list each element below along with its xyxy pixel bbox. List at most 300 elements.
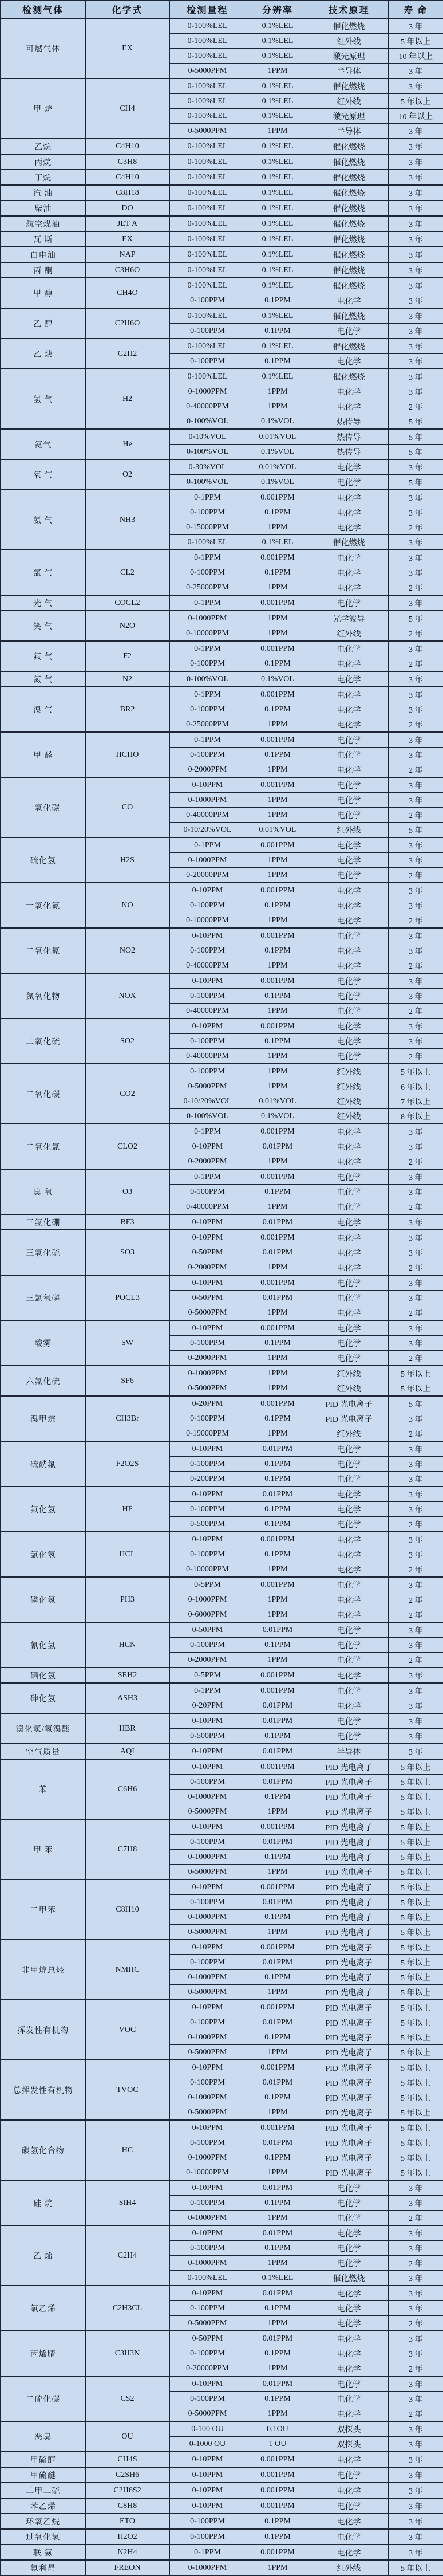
principle-cell: 电化学: [310, 2514, 388, 2529]
lifespan-cell: 2 年: [388, 808, 443, 823]
resolution-cell: 0.1%LEL: [246, 231, 310, 247]
resolution-cell: 0.1PPM: [246, 2150, 310, 2165]
lifespan-cell: 5 年: [388, 611, 443, 626]
lifespan-cell: 3 年: [388, 989, 443, 1004]
range-cell: 0-100%LEL: [169, 185, 246, 200]
resolution-cell: 0.001PPM: [246, 732, 310, 748]
principle-cell: 催化燃烧: [310, 216, 388, 231]
resolution-cell: 0.001PPM: [246, 1683, 310, 1698]
resolution-cell: 1PPM: [246, 1260, 310, 1276]
principle-cell: 催化燃烧: [310, 369, 388, 384]
range-cell: 0-1PPM: [169, 641, 246, 656]
resolution-cell: 1PPM: [246, 913, 310, 929]
lifespan-cell: 3 年: [388, 308, 443, 324]
lifespan-cell: 3 年: [388, 354, 443, 369]
principle-cell: 电化学: [310, 1351, 388, 1366]
resolution-cell: 0.1%VOL: [246, 445, 310, 460]
gas-name-cell: 硅 烷: [1, 2180, 85, 2225]
table-row: [1, 308, 443, 324]
table-row: [1, 339, 443, 354]
lifespan-cell: 6 年以上: [388, 1079, 443, 1094]
principle-cell: PID 光电离子: [310, 1879, 388, 1895]
range-cell: 0-1000PPM: [169, 2211, 246, 2226]
range-cell: 0-100PPM: [169, 2346, 246, 2361]
resolution-cell: 1PPM: [246, 1607, 310, 1623]
lifespan-cell: 2 年: [388, 1260, 443, 1276]
resolution-cell: 0.1PPM: [246, 1034, 310, 1049]
principle-cell: PID 光电离子: [310, 1835, 388, 1850]
resolution-cell: 1PPM: [246, 1925, 310, 1940]
table-row: [1, 1683, 443, 1698]
lifespan-cell: 2 年: [388, 2406, 443, 2422]
lifespan-cell: 3 年: [388, 2225, 443, 2241]
principle-cell: 电化学: [310, 1336, 388, 1351]
resolution-cell: 0.01PPM: [246, 1245, 310, 1260]
resolution-cell: 0.01PPM: [246, 2225, 310, 2241]
lifespan-cell: 3 年: [388, 2529, 443, 2544]
lifespan-cell: 5 年: [388, 429, 443, 445]
resolution-cell: 0.001PPM: [246, 928, 310, 943]
resolution-cell: 0.1%LEL: [246, 34, 310, 49]
range-cell: 0-10PPM: [169, 928, 246, 943]
formula-cell: C6H6: [85, 1759, 169, 1819]
table-row: [1, 1622, 443, 1638]
formula-cell: NMHC: [85, 1940, 169, 2000]
resolution-cell: 0.01%VOL: [246, 429, 310, 445]
range-cell: 0-1000PPM: [169, 1850, 246, 1865]
table-row: [1, 1940, 443, 1955]
lifespan-cell: 2 年: [388, 1305, 443, 1321]
resolution-cell: 1PPM: [246, 808, 310, 823]
table-row: [1, 2225, 443, 2241]
resolution-cell: 1PPM: [246, 611, 310, 626]
principle-cell: PID 光电离子: [310, 1910, 388, 1925]
principle-cell: 催化燃烧: [310, 231, 388, 247]
table-row: [1, 170, 443, 185]
gas-name-cell: 一氧化碳: [1, 777, 85, 837]
range-cell: 0-50PPM: [169, 1291, 246, 1305]
range-cell: 0-100%LEL: [169, 308, 246, 324]
resolution-cell: 0.001PPM: [246, 1230, 310, 1245]
gas-name-cell: 乙 炔: [1, 339, 85, 369]
gas-name-cell: 甲硫醇: [1, 2452, 85, 2467]
resolution-cell: 0.001PPM: [246, 1532, 310, 1547]
resolution-cell: 1PPM: [246, 399, 310, 414]
resolution-cell: 0.1PPM: [246, 1790, 310, 1804]
lifespan-cell: 3 年: [388, 154, 443, 170]
lifespan-cell: 5 年以上: [388, 1790, 443, 1804]
resolution-cell: 0.01PPM: [246, 1486, 310, 1502]
principle-cell: 电化学: [310, 717, 388, 733]
resolution-cell: 0.1PPM: [246, 2196, 310, 2211]
range-cell: 0-25000PPM: [169, 717, 246, 733]
principle-cell: PID 光电离子: [310, 1804, 388, 1820]
range-cell: 0-1000PPM: [169, 2090, 246, 2105]
gas-name-cell: 丁烷: [1, 170, 85, 185]
resolution-cell: 0.001PPM: [246, 1577, 310, 1592]
resolution-cell: 0.01PPM: [246, 2331, 310, 2346]
table-row: [1, 928, 443, 943]
lifespan-cell: 5 年: [388, 1396, 443, 1411]
lifespan-cell: 3 年: [388, 853, 443, 868]
gas-name-cell: 丙 酮: [1, 262, 85, 278]
gas-name-cell: 光 气: [1, 595, 85, 611]
principle-cell: 电化学: [310, 2483, 388, 2498]
principle-cell: 电化学: [310, 354, 388, 369]
formula-cell: ASH3: [85, 1683, 169, 1713]
range-cell: 0-100%LEL: [169, 49, 246, 64]
principle-cell: 催化燃烧: [310, 339, 388, 354]
resolution-cell: 0.1PPM: [246, 1970, 310, 1985]
principle-cell: 电化学: [310, 2180, 388, 2196]
formula-cell: O3: [85, 1169, 169, 1214]
resolution-cell: 0.001PPM: [246, 1320, 310, 1336]
principle-cell: 电化学: [310, 777, 388, 793]
principle-cell: PID 光电离子: [310, 2135, 388, 2150]
principle-cell: 电化学: [310, 1653, 388, 1668]
range-cell: 0-100%LEL: [169, 2271, 246, 2286]
lifespan-cell: 3 年: [388, 2392, 443, 2406]
range-cell: 0-100%LEL: [169, 78, 246, 94]
gas-name-cell: 二甲苯: [1, 1879, 85, 1940]
gas-name-cell: 甲 烷: [1, 78, 85, 139]
range-cell: 0-10PPM: [169, 2452, 246, 2467]
header-resolution: 分辨率: [246, 1, 310, 18]
range-cell: 0-1PPM: [169, 595, 246, 611]
lifespan-cell: 3 年: [388, 2421, 443, 2437]
formula-cell: HBR: [85, 1713, 169, 1744]
range-cell: 0-100PPM: [169, 1547, 246, 1562]
principle-cell: 热传导: [310, 429, 388, 445]
principle-cell: 红外线: [310, 34, 388, 49]
lifespan-cell: 7 年以上: [388, 1094, 443, 1109]
formula-cell: AQI: [85, 1744, 169, 1759]
range-cell: 0-100%VOL: [169, 1109, 246, 1124]
gas-name-cell: 二甲二硫: [1, 2483, 85, 2498]
range-cell: 0-10PPM: [169, 1759, 246, 1775]
range-cell: 0-100PPM: [169, 702, 246, 717]
formula-cell: HF: [85, 1486, 169, 1532]
principle-cell: 电化学: [310, 1320, 388, 1336]
range-cell: 0-5000PPM: [169, 1865, 246, 1880]
range-cell: 0-40000PPM: [169, 808, 246, 823]
formula-cell: CH3Br: [85, 1396, 169, 1441]
resolution-cell: 0.001PPM: [246, 2498, 310, 2514]
resolution-cell: 0.1%LEL: [246, 278, 310, 293]
resolution-cell: 1PPM: [246, 2045, 310, 2060]
lifespan-cell: 5 年以上: [388, 2150, 443, 2165]
resolution-cell: 0.1%LEL: [246, 308, 310, 324]
resolution-cell: 0.01PPM: [246, 1775, 310, 1790]
range-cell: 0-100%LEL: [169, 170, 246, 185]
principle-cell: 电化学: [310, 1472, 388, 1487]
range-cell: 0-5PPM: [169, 1577, 246, 1592]
principle-cell: PID 光电离子: [310, 2015, 388, 2030]
formula-cell: HCHO: [85, 732, 169, 777]
range-cell: 0-5000PPM: [169, 2105, 246, 2121]
principle-cell: 红外线: [310, 1381, 388, 1397]
resolution-cell: 0.001PPM: [246, 883, 310, 898]
gas-name-cell: 甲 醛: [1, 732, 85, 777]
range-cell: 0-5000PPM: [169, 1985, 246, 2000]
formula-cell: O2: [85, 459, 169, 490]
resolution-cell: 0.1PPM: [246, 1411, 310, 1426]
range-cell: 0-100PPM: [169, 293, 246, 309]
range-cell: 0-100%VOL: [169, 414, 246, 430]
lifespan-cell: 5 年: [388, 414, 443, 430]
principle-cell: 电化学: [310, 1139, 388, 1154]
gas-table-body: [1, 18, 443, 2575]
formula-cell: H2S: [85, 837, 169, 883]
principle-cell: 电化学: [310, 2467, 388, 2483]
table-row: [1, 1275, 443, 1291]
range-cell: 0-25000PPM: [169, 580, 246, 596]
lifespan-cell: 3 年: [388, 2271, 443, 2286]
resolution-cell: 0.001PPM: [246, 2060, 310, 2075]
table-row: [1, 671, 443, 687]
resolution-cell: 1PPM: [246, 520, 310, 535]
table-row: [1, 1396, 443, 1411]
range-cell: 0-100PPM: [169, 2301, 246, 2316]
range-cell: 0-5000PPM: [169, 1804, 246, 1820]
lifespan-cell: 3 年: [388, 1411, 443, 1426]
range-cell: 0-100PPM: [169, 324, 246, 339]
resolution-cell: 0.01PPM: [246, 1441, 310, 1457]
table-row: [1, 2421, 443, 2437]
range-cell: 0-2000PPM: [169, 762, 246, 778]
gas-name-cell: 笑 气: [1, 611, 85, 641]
principle-cell: PID 光电离子: [310, 1759, 388, 1775]
gas-name-cell: 柴油: [1, 200, 85, 216]
principle-cell: 电化学: [310, 2361, 388, 2377]
range-cell: 0-10PPM: [169, 883, 246, 898]
principle-cell: 催化燃烧: [310, 262, 388, 278]
lifespan-cell: 2 年: [388, 868, 443, 883]
principle-cell: 电化学: [310, 1457, 388, 1472]
gas-name-cell: 环氧乙烷: [1, 2514, 85, 2529]
gas-name-cell: 非甲烷总烃: [1, 1940, 85, 2000]
principle-cell: 电化学: [310, 595, 388, 611]
resolution-cell: 0.001PPM: [246, 641, 310, 656]
lifespan-cell: 3 年: [388, 1245, 443, 1260]
range-cell: 0-100 OU: [169, 2421, 246, 2437]
formula-cell: NAP: [85, 247, 169, 262]
table-row: [1, 2467, 443, 2483]
formula-cell: C4H10: [85, 170, 169, 185]
lifespan-cell: 5 年以上: [388, 2560, 443, 2575]
lifespan-cell: 2 年: [388, 580, 443, 596]
principle-cell: 电化学: [310, 1034, 388, 1049]
principle-cell: 催化燃烧: [310, 308, 388, 324]
principle-cell: 电化学: [310, 853, 388, 868]
formula-cell: SO2: [85, 1018, 169, 1064]
lifespan-cell: 3 年: [388, 702, 443, 717]
table-row: [1, 837, 443, 853]
resolution-cell: 0.001PPM: [246, 1759, 310, 1775]
lifespan-cell: 3 年: [388, 1185, 443, 1199]
table-row: [1, 231, 443, 247]
lifespan-cell: 3 年: [388, 943, 443, 958]
resolution-cell: 1PPM: [246, 1381, 310, 1397]
resolution-cell: 0.1%LEL: [246, 139, 310, 154]
principle-cell: 电化学: [310, 868, 388, 883]
gas-name-cell: 甲 苯: [1, 1819, 85, 1879]
formula-cell: NO2: [85, 928, 169, 973]
lifespan-cell: 3 年: [388, 1336, 443, 1351]
table-row: [1, 1441, 443, 1457]
principle-cell: 催化燃烧: [310, 200, 388, 216]
principle-cell: 电化学: [310, 1517, 388, 1532]
table-row: [1, 200, 443, 216]
principle-cell: 电化学: [310, 2256, 388, 2271]
range-cell: 0-10000PPM: [169, 626, 246, 642]
gas-name-cell: 二氧化碳: [1, 1064, 85, 1124]
gas-name-cell: 过氧化氢: [1, 2529, 85, 2544]
range-cell: 0-50PPM: [169, 1622, 246, 1638]
lifespan-cell: 3 年: [388, 837, 443, 853]
resolution-cell: 1PPM: [246, 1079, 310, 1094]
header-lifespan: 寿 命: [388, 1, 443, 18]
principle-cell: 电化学: [310, 1245, 388, 1260]
range-cell: 0-100%LEL: [169, 216, 246, 231]
range-cell: 0-10PPM: [169, 2120, 246, 2135]
lifespan-cell: 5 年以上: [388, 1835, 443, 1850]
table-row: [1, 262, 443, 278]
lifespan-cell: 5 年以上: [388, 2045, 443, 2060]
gas-name-cell: 挥发性有机物: [1, 2000, 85, 2060]
gas-name-cell: 氰化氢: [1, 1622, 85, 1667]
formula-cell: C2H4: [85, 2225, 169, 2286]
principle-cell: 催化燃烧: [310, 2271, 388, 2286]
range-cell: 0-10PPM: [169, 973, 246, 989]
principle-cell: PID 光电离子: [310, 2045, 388, 2060]
lifespan-cell: 3 年: [388, 687, 443, 702]
range-cell: 0-10PPM: [169, 1275, 246, 1291]
principle-cell: 热传导: [310, 445, 388, 460]
lifespan-cell: 3 年: [388, 369, 443, 384]
principle-cell: PID 光电离子: [310, 2105, 388, 2121]
range-cell: 0-40000PPM: [169, 1199, 246, 1215]
lifespan-cell: 2 年: [388, 2256, 443, 2271]
principle-cell: 电化学: [310, 550, 388, 565]
range-cell: 0-100%LEL: [169, 154, 246, 170]
resolution-cell: 0.001PPM: [246, 2544, 310, 2560]
formula-cell: FREON: [85, 2560, 169, 2575]
principle-cell: 电化学: [310, 1683, 388, 1698]
formula-cell: F2: [85, 641, 169, 671]
resolution-cell: 1PPM: [246, 2256, 310, 2271]
table-row: [1, 247, 443, 262]
table-row: [1, 2483, 443, 2498]
gas-name-cell: 一氧化氮: [1, 883, 85, 928]
gas-name-cell: 硫化氢: [1, 837, 85, 883]
table-row: [1, 1744, 443, 1759]
resolution-cell: 0.1%VOL: [246, 671, 310, 687]
lifespan-cell: 3 年: [388, 1547, 443, 1562]
formula-cell: C2SH6: [85, 2467, 169, 2483]
principle-cell: 电化学: [310, 565, 388, 580]
lifespan-cell: 3 年: [388, 671, 443, 687]
resolution-cell: 1PPM: [246, 2316, 310, 2331]
range-cell: 0-20000PPM: [169, 2361, 246, 2377]
resolution-cell: 1PPM: [246, 853, 310, 868]
resolution-cell: 0.001PPM: [246, 1124, 310, 1139]
lifespan-cell: 3 年: [388, 2514, 443, 2529]
table-row: [1, 2331, 443, 2346]
lifespan-cell: 5 年以上: [388, 2120, 443, 2135]
resolution-cell: 0.1PPM: [246, 2346, 310, 2361]
principle-cell: PID 光电离子: [310, 2120, 388, 2135]
lifespan-cell: 3 年: [388, 2346, 443, 2361]
principle-cell: 电化学: [310, 1305, 388, 1321]
formula-cell: HCL: [85, 1532, 169, 1577]
gas-name-cell: 联 氨: [1, 2544, 85, 2560]
range-cell: 0-19000PPM: [169, 1426, 246, 1442]
lifespan-cell: 3 年: [388, 459, 443, 475]
resolution-cell: 1PPM: [246, 1985, 310, 2000]
principle-cell: 电化学: [310, 1275, 388, 1291]
resolution-cell: 1PPM: [246, 2165, 310, 2181]
header-gas: 检测气体: [1, 1, 85, 18]
resolution-cell: 0.1%LEL: [246, 200, 310, 216]
range-cell: 0-100%VOL: [169, 445, 246, 460]
lifespan-cell: 2 年: [388, 1426, 443, 1442]
resolution-cell: 0.1PPM: [246, 1638, 310, 1653]
principle-cell: 电化学: [310, 2241, 388, 2256]
range-cell: 0-100PPM: [169, 748, 246, 762]
formula-cell: HCN: [85, 1622, 169, 1667]
principle-cell: 电化学: [310, 1018, 388, 1034]
range-cell: 0-20PPM: [169, 1396, 246, 1411]
lifespan-cell: 3 年: [388, 1034, 443, 1049]
lifespan-cell: 3 年: [388, 278, 443, 293]
gas-name-cell: 甲硫醚: [1, 2467, 85, 2483]
principle-cell: PID 光电离子: [310, 2075, 388, 2090]
range-cell: 0-2000PPM: [169, 1351, 246, 1366]
range-cell: 0-1000 OU: [169, 2437, 246, 2452]
range-cell: 0-100PPM: [169, 1895, 246, 1910]
lifespan-cell: 3 年: [388, 1275, 443, 1291]
resolution-cell: 1PPM: [246, 580, 310, 596]
resolution-cell: 0.01PPM: [246, 2286, 310, 2301]
range-cell: 0-5000PPM: [169, 124, 246, 139]
range-cell: 0-5PPM: [169, 1667, 246, 1683]
range-cell: 0-1PPM: [169, 687, 246, 702]
principle-cell: PID 光电离子: [310, 2090, 388, 2105]
header-formula: 化学式: [85, 1, 169, 18]
resolution-cell: 1PPM: [246, 384, 310, 399]
range-cell: 0-100PPM: [169, 1775, 246, 1790]
lifespan-cell: 3 年: [388, 2376, 443, 2392]
gas-name-cell: 汽 油: [1, 185, 85, 200]
principle-cell: 电化学: [310, 2316, 388, 2331]
lifespan-cell: 5 年以上: [388, 34, 443, 49]
formula-cell: BR2: [85, 687, 169, 732]
lifespan-cell: 5 年以上: [388, 1985, 443, 2000]
principle-cell: 催化燃烧: [310, 185, 388, 200]
principle-cell: 电化学: [310, 2498, 388, 2514]
range-cell: 0-2000PPM: [169, 1653, 246, 1668]
resolution-cell: 1PPM: [246, 2560, 310, 2575]
lifespan-cell: 2 年: [388, 913, 443, 929]
resolution-cell: 0.001PPM: [246, 2000, 310, 2015]
gas-name-cell: 硫酰氟: [1, 1441, 85, 1486]
range-cell: 0-1PPM: [169, 550, 246, 565]
principle-cell: 电化学: [310, 1562, 388, 1578]
lifespan-cell: 3 年: [388, 384, 443, 399]
lifespan-cell: 3 年: [388, 793, 443, 808]
lifespan-cell: 2 年: [388, 1199, 443, 1215]
